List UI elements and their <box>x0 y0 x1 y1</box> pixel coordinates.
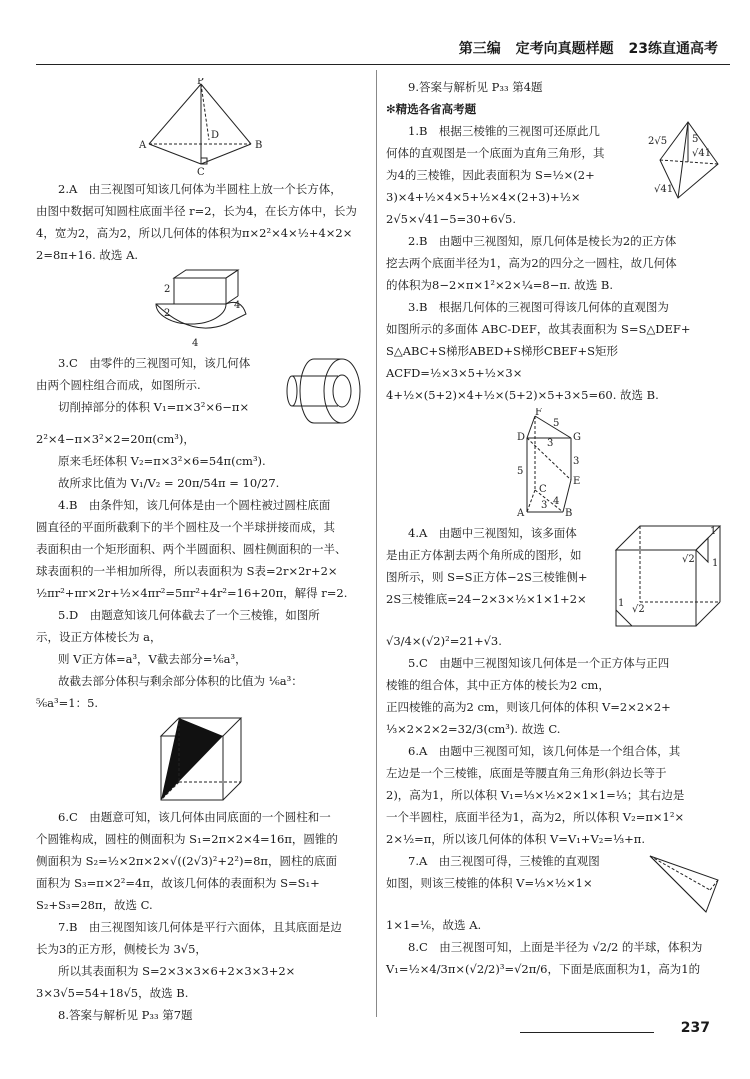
q4-line-1: 4.B 由条件知，该几何体是由一个圆柱被过圆柱底面 <box>58 498 331 512</box>
page-number: 237 <box>680 1020 710 1036</box>
q3-line-5: 原来毛坯体积 V₂=π×3²×6=54π(cm³). <box>58 454 266 468</box>
r2-line-1: 2.B 由题中三视图知，原几何体是棱长为2的正方体 <box>408 234 677 248</box>
r6-line-3: 2)，高为1，所以体积 V₁=⅓×½×2×1×1=⅓；其右边是 <box>386 788 685 802</box>
column-divider <box>376 70 377 1017</box>
q6-line-4: 面积为 S₃=π×2²=4π，故该几何体的表面积为 S=S₁+ <box>36 876 320 890</box>
r1-fig-label-sqrt41a: √41 <box>692 148 712 159</box>
polyhedron-abc-def-figure <box>515 408 595 520</box>
r4-line-5: √3/4×(√2)²=21+√3. <box>386 634 502 648</box>
pyramid-figure <box>131 78 271 176</box>
q4-line-2: 圆直径的平面所截剩下的半个圆柱及一个半球拼接而成，其 <box>36 520 335 534</box>
r3-line-4: 4+½×(5+2)×4+½×(5+2)×5+3×5=60. 故选 B. <box>386 388 659 402</box>
r1-line-4: 3)×4+½×4×5+½×4×(2+3)+½× <box>386 190 581 204</box>
right-column <box>386 76 724 980</box>
r1-fig-label-sqrt41b: √41 <box>654 184 674 195</box>
r3-line-3: S△ABC+S梯形ABED+S梯形CBEF+S矩形ACFD=½×3×5+½×3× <box>386 344 619 380</box>
q7-line-4: 3×3√5=54+18√5，故选 B. <box>36 986 189 1000</box>
r8-line-2: V₁=½×4/3π×(√2/2)³=√2π/6，下面是底面积为1，高为1的 <box>386 962 701 976</box>
r5-line-1: 5.C 由题中三视图知该几何体是一个正方体与正四 <box>408 656 670 670</box>
fig1-label-b: B <box>255 140 263 151</box>
r6-line-1: 6.A 由题中三视图可知，该几何体是一个组合体，其 <box>408 744 681 758</box>
q5-line-2: 示，设正方体棱长为 a， <box>36 630 162 644</box>
r4-line-1: 4.A 由题中三视图知，该多面体 <box>408 526 577 540</box>
q2-line-4: 2=8π+16. 故选 A. <box>36 248 139 262</box>
r5-line-3: 正四棱锥的高为2 cm，则该几何体的体积 V=2×2×2+ <box>386 700 671 714</box>
r5-line-4: ⅓×2×2×2=32/3(cm³). 故选 C. <box>386 722 561 736</box>
r3-fig-5b: 5 <box>517 466 524 477</box>
fig2-label-2b: 2 <box>164 308 171 319</box>
q8-reference: 8.答案与解析见 P₃₃ 第7题 <box>58 1008 193 1022</box>
fig2-label-2a: 2 <box>164 284 171 295</box>
r8-line-1: 8.C 由三视图可知，上面是半径为 √2/2 的半球，体积为 <box>408 940 703 954</box>
r4-line-2: 是由正方体割去两个角所成的图形，如 <box>386 548 582 562</box>
q2-line-3: 4，宽为2，高为2，所以几何体的体积为π×2²×4×½+4×2× <box>36 226 353 240</box>
header-part: 第三编 <box>458 41 501 57</box>
r4-line-4: 2S三棱锥底=24−2×3×½×1×1+2× <box>386 592 587 606</box>
fig1-label-p: P <box>197 78 204 87</box>
q5-line-5: ⅚a³=1：5. <box>36 696 99 710</box>
q5-line-3: 则 V正方体=a³，V截去部分=⅙a³， <box>58 652 247 666</box>
fig2-label-4b: 4 <box>192 338 199 349</box>
two-cylinders-figure <box>286 354 366 428</box>
q9-reference: 9.答案与解析见 P₃₃ 第4题 <box>408 80 543 94</box>
r1-line-3: 为4的三棱锥，因此表面积为 S=½×(2+ <box>386 168 595 182</box>
r3-fig-5a: 5 <box>553 418 560 429</box>
r1-fig-label-5: 5 <box>692 134 699 145</box>
r1-line-2: 何体的直观图是一个底面为直角三角形，其 <box>386 146 605 160</box>
r3-fig-G: G <box>573 432 581 443</box>
triangular-pyramid-figure <box>648 850 724 914</box>
q2-line-1: 2.A 由三视图可知该几何体为半圆柱上放一个长方体， <box>58 182 342 196</box>
r3-fig-D: D <box>517 432 526 443</box>
cut-cube-figure <box>612 522 724 630</box>
q3-line-4: 2²×4−π×3²×2=20π(cm³)， <box>36 432 195 446</box>
r7-line-3: 1×1=⅙，故选 A. <box>386 918 482 932</box>
q6-line-3: 侧面积为 S₂=½×2π×2×√((2√3)²+2²)=8π，圆柱的底面 <box>36 854 337 868</box>
r3-fig-A: A <box>517 508 525 519</box>
r6-line-5: 2×½=π，所以该几何体的体积 V=V₁+V₂=⅓+π. <box>386 832 645 846</box>
q3-line-6: 故所求比值为 V₁/V₂ = 20π/54π = 10/27. <box>58 476 280 490</box>
cube-cut-figure <box>159 716 243 804</box>
r6-line-2: 左边是一个三棱锥，底面是等腰直角三角形(斜边长等于 <box>386 766 667 780</box>
r3-line-1: 3.B 根据几何体的三视图可得该几何体的直观图为 <box>408 300 669 314</box>
q3-line-3: 切削掉部分的体积 V₁=π×3²×6−π× <box>58 400 250 414</box>
r3-fig-C: C <box>539 484 547 495</box>
r3-fig-E: E <box>573 476 581 487</box>
r5-line-2: 棱锥的组合体，其中正方体的棱长为2 cm， <box>386 678 610 692</box>
r1-line-5: 2√5×√41−5=30+6√5. <box>386 212 517 226</box>
r3-fig-F: F <box>535 408 542 418</box>
tetrahedron-figure <box>648 120 724 202</box>
r4-fig-1c: 1 <box>618 598 625 609</box>
r4-fig-sqrt2a: √2 <box>682 554 695 565</box>
q3-line-1: 3.C 由零件的三视图可知，该几何体 <box>58 356 251 370</box>
q7-line-3: 所以其表面积为 S=2×3×3×6+2×3×3+2× <box>58 964 296 978</box>
r4-fig-sqrt2b: √2 <box>632 604 645 615</box>
r7-line-2: 如图，则该三棱锥的体积 V=⅓×½×1× <box>386 876 593 890</box>
r2-line-3: 的体积为8−2×π×1²×2×¼=8−π. 故选 B. <box>386 278 613 292</box>
r2-line-2: 挖去两个底面半径为1，高为2的四分之一圆柱，故几何体 <box>386 256 677 270</box>
q5-line-4: 故截去部分体积与剩余部分体积的比值为 ⅙a³： <box>58 674 303 688</box>
r4-fig-1a: 1 <box>710 526 717 537</box>
q5-line-1: 5.D 由题意知该几何体截去了一个三棱锥，如图所 <box>58 608 320 622</box>
q2-line-2: 由图中数据可知圆柱底面半径 r=2，长为4，在长方体中，长为 <box>36 204 357 218</box>
section-heading: ✻精选各省高考题 <box>386 102 477 116</box>
q3-line-2: 由两个圆柱组合而成，如图所示. <box>36 378 201 392</box>
r3-fig-3b: 3 <box>573 456 580 467</box>
q6-line-5: S₂+S₃=28π，故选 C. <box>36 898 153 912</box>
r6-line-4: 一个半圆柱，底面半径为1，高为2，所以体积 V₂=π×1²× <box>386 810 685 824</box>
q4-line-3: 表面积由一个矩形面积、两个半圆面积、圆柱侧面积的一半、 <box>36 542 347 556</box>
r4-line-3: 图所示，则 S=S正方体−2S三棱锥侧+ <box>386 570 588 584</box>
r7-line-1: 7.A 由三视图可得，三棱锥的直观图 <box>408 854 600 868</box>
r3-fig-B: B <box>565 508 573 519</box>
q4-line-5: ½πr²+πr×2r+½×4πr²=5πr²+4r²=16+20π，解得 r=2. <box>36 586 348 600</box>
r3-fig-3a: 3 <box>547 438 554 449</box>
header-series: 23练直通高考 <box>628 41 718 57</box>
r3-fig-4: 4 <box>553 496 560 507</box>
q6-line-2: 个圆锥构成，圆柱的侧面积为 S₁=2π×2×4=16π，圆锥的 <box>36 832 338 846</box>
q7-line-2: 长为3的正方形，侧棱长为 3√5， <box>36 942 207 956</box>
q7-line-1: 7.B 由三视图知该几何体是平行六面体，且其底面是边 <box>58 920 342 934</box>
left-column <box>36 76 366 1026</box>
r4-fig-1b: 1 <box>712 558 719 569</box>
fig1-label-d: D <box>211 130 220 141</box>
r1-fig-label-2sqrt5: 2√5 <box>648 136 668 147</box>
header-title: 定考向真题样题 <box>515 41 614 57</box>
r3-line-2: 如图所示的多面体 ABC-DEF，故其表面积为 S=S△DEF+ <box>386 322 691 336</box>
fig2-label-4a: 4 <box>234 300 241 311</box>
r1-line-1: 1.B 根据三棱锥的三视图可还原此几 <box>408 124 600 138</box>
running-header <box>36 38 730 65</box>
q6-line-1: 6.C 由题意可知，该几何体由同底面的一个圆柱和一 <box>58 810 331 824</box>
half-cylinder-box-figure <box>146 268 256 350</box>
r3-fig-3c: 3 <box>541 500 548 511</box>
fig1-label-c: C <box>197 167 205 176</box>
footer-rule <box>520 1032 654 1033</box>
q4-line-4: 球表面积的一半相加所得，所以表面积为 S表=2r×2r+2× <box>36 564 338 578</box>
fig1-label-a: A <box>139 140 147 151</box>
